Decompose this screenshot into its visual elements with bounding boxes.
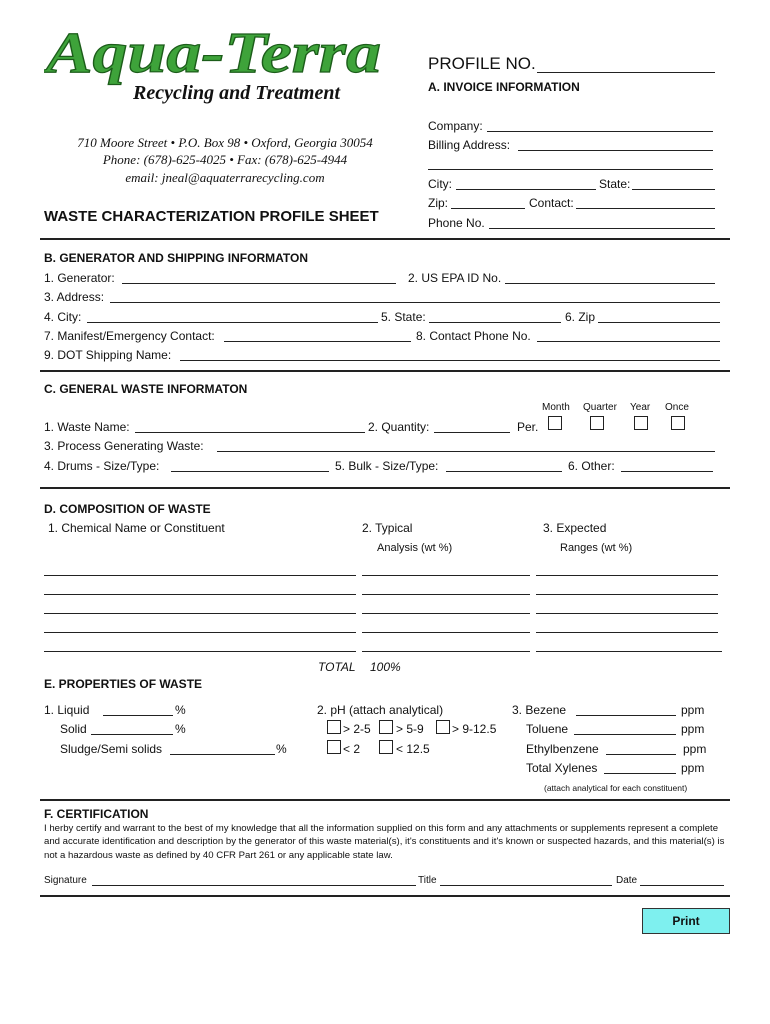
bezene-label: 3. Bezene (512, 703, 567, 717)
ph-title: 2. pH (attach analytical) (317, 703, 444, 717)
invoice-state-label: State: (599, 177, 631, 191)
xylenes-field[interactable] (604, 773, 676, 774)
composition-row-5-col-3-field[interactable] (536, 651, 722, 652)
invoice-state-field[interactable] (632, 189, 715, 190)
sludge-pct: % (276, 742, 287, 756)
ethylbenzene-field[interactable] (606, 754, 676, 755)
date-field[interactable] (640, 885, 724, 886)
title-label: Title (418, 875, 437, 886)
composition-row-1-col-1-field[interactable] (44, 575, 356, 576)
composition-col2-header: 2. Typical (362, 521, 413, 535)
solid-pct: % (175, 722, 186, 736)
ph-lt-2-checkbox[interactable] (327, 740, 341, 754)
dot-shipping-label: 9. DOT Shipping Name: (44, 348, 172, 362)
invoice-contact-field[interactable] (576, 208, 715, 209)
composition-row-4-col-1-field[interactable] (44, 632, 356, 633)
composition-row-4-col-2-field[interactable] (362, 632, 530, 633)
epa-id-label: 2. US EPA ID No. (408, 271, 502, 285)
period-quarter-label: Quarter (583, 402, 617, 413)
bezene-field[interactable] (576, 715, 676, 716)
profile-no-label: PROFILE NO. (428, 54, 536, 73)
composition-row-5-col-1-field[interactable] (44, 651, 356, 652)
invoice-zip-field[interactable] (451, 208, 525, 209)
contact-phone-field[interactable] (537, 341, 720, 342)
divider (40, 799, 730, 801)
composition-col2-subheader: Analysis (wt %) (377, 542, 453, 554)
month-checkbox[interactable] (548, 416, 562, 430)
sludge-label: Sludge/Semi solids (60, 742, 163, 756)
manifest-contact-label: 7. Manifest/Emergency Contact: (44, 329, 215, 343)
ethylbenzene-ppm: ppm (683, 742, 707, 756)
profile-no-field[interactable] (537, 72, 715, 73)
drums-field[interactable] (171, 471, 329, 472)
company-address: 710 Moore Street • P.O. Box 98 • Oxford, Georgia 30054 (77, 135, 373, 150)
composition-row-3-col-3-field[interactable] (536, 613, 718, 614)
composition-row-2-col-1-field[interactable] (44, 594, 356, 595)
bulk-field[interactable] (446, 471, 562, 472)
manifest-contact-field[interactable] (224, 341, 411, 342)
generator-state-label: 5. State: (381, 310, 426, 324)
attach-analytical-note: (attach analytical for each constituent) (544, 783, 688, 793)
per-label: Per. (517, 420, 539, 434)
waste-name-label: 1. Waste Name: (44, 420, 130, 434)
ph-lt-12-5-label: < 12.5 (396, 742, 430, 756)
solid-label: Solid (60, 722, 87, 736)
liquid-field[interactable] (103, 715, 173, 716)
invoice-billing-field[interactable] (518, 150, 713, 151)
dot-shipping-field[interactable] (180, 360, 720, 361)
bezene-ppm: ppm (681, 703, 705, 717)
ethylbenzene-label: Ethylbenzene (526, 742, 599, 756)
generator-zip-label: 6. Zip (565, 310, 596, 324)
sludge-field[interactable] (170, 754, 275, 755)
generator-zip-field[interactable] (598, 322, 720, 323)
certification-section-title: F. CERTIFICATION (44, 807, 149, 821)
invoice-phone-label: Phone No. (428, 216, 485, 230)
certification-text: I herby certify and warrant to the best of my knowledge that all the information supplied on this form and any attachments or supplements represent a complete and accurate identification and description by the generator of this waste material(s), it's constituents and it's known or suspected hazards, and this material(s) is not a hazardous waste as defined by 40 CFR Part 261 or any applicable state law. (44, 823, 725, 861)
once-checkbox[interactable] (671, 416, 685, 430)
composition-row-1-col-3-field[interactable] (536, 575, 718, 576)
composition-section-title: D. COMPOSITION OF WASTE (44, 502, 211, 516)
quantity-field[interactable] (434, 432, 510, 433)
sheet-title: WASTE CHARACTERIZATION PROFILE SHEET (44, 208, 379, 225)
logo-text: Aqua-Terra (44, 20, 381, 85)
drums-label: 4. Drums - Size/Type: (44, 459, 160, 473)
ph-lt-2-label: < 2 (343, 742, 361, 756)
divider (40, 370, 730, 372)
other-field[interactable] (621, 471, 713, 472)
generator-label: 1. Generator: (44, 271, 115, 285)
period-once-label: Once (665, 402, 689, 413)
signature-field[interactable] (92, 885, 416, 886)
toluene-ppm: ppm (681, 722, 705, 736)
divider (40, 487, 730, 489)
composition-col3-header: 3. Expected (543, 521, 607, 535)
title-field[interactable] (440, 885, 612, 886)
invoice-zip-label: Zip: (428, 196, 449, 210)
signature-label: Signature (44, 875, 87, 886)
date-label: Date (616, 875, 638, 886)
liquid-pct: % (175, 703, 186, 717)
company-phone: Phone: (678)-625-4025 • Fax: (678)-625-4944 (102, 152, 348, 167)
invoice-city-field[interactable] (456, 189, 596, 190)
composition-row-5-col-2-field[interactable] (362, 651, 530, 652)
ph-5-9-checkbox[interactable] (379, 720, 393, 734)
composition-row-2-col-3-field[interactable] (536, 594, 718, 595)
invoice-contact-label: Contact: (529, 196, 574, 210)
xylenes-ppm: ppm (681, 761, 705, 775)
solid-field[interactable] (91, 734, 173, 735)
composition-row-2-col-2-field[interactable] (362, 594, 530, 595)
year-checkbox[interactable] (634, 416, 648, 430)
ph-2-5-checkbox[interactable] (327, 720, 341, 734)
ph-5-9-label: > 5-9 (396, 722, 424, 736)
epa-id-field[interactable] (505, 283, 715, 284)
toluene-field[interactable] (574, 734, 676, 735)
ph-lt-12-5-checkbox[interactable] (379, 740, 393, 754)
generator-section-title: B. GENERATOR AND SHIPPING INFORMATON (44, 251, 309, 265)
print-button[interactable]: Print (642, 908, 730, 934)
composition-col1-header: 1. Chemical Name or Constituent (48, 521, 225, 535)
ph-9-12-checkbox[interactable] (436, 720, 450, 734)
composition-row-4-col-3-field[interactable] (536, 632, 718, 633)
invoice-company-field[interactable] (487, 131, 713, 132)
invoice-city-label: City: (428, 177, 452, 191)
total-value: 100% (370, 660, 401, 674)
company-email: email: jneal@aquaterrarecycling.com (125, 170, 325, 185)
ph-2-5-label: > 2-5 (343, 722, 371, 736)
general-section-title: C. GENERAL WASTE INFORMATON (44, 382, 248, 396)
invoice-phone-field[interactable] (489, 228, 715, 229)
composition-col3-subheader: Ranges (wt %) (560, 542, 633, 554)
invoice-section-title: A. INVOICE INFORMATION (428, 80, 580, 94)
xylenes-label: Total Xylenes (526, 761, 598, 775)
generator-address-label: 3. Address: (44, 290, 105, 304)
properties-section-title: E. PROPERTIES OF WASTE (44, 677, 203, 691)
generator-state-field[interactable] (429, 322, 561, 323)
quantity-label: 2. Quantity: (368, 420, 430, 434)
invoice-billing-field-2[interactable] (428, 169, 713, 170)
process-field[interactable] (217, 451, 715, 452)
composition-row-1-col-2-field[interactable] (362, 575, 530, 576)
invoice-company-label: Company: (428, 119, 483, 133)
composition-row-3-col-2-field[interactable] (362, 613, 530, 614)
divider (40, 895, 730, 897)
contact-phone-label: 8. Contact Phone No. (416, 329, 531, 343)
waste-name-field[interactable] (135, 432, 365, 433)
generator-address-field[interactable] (110, 302, 720, 303)
invoice-billing-label: Billing Address: (428, 138, 511, 152)
generator-city-label: 4. City: (44, 310, 82, 324)
toluene-label: Toluene (526, 722, 569, 736)
generator-city-field[interactable] (87, 322, 378, 323)
generator-field[interactable] (122, 283, 396, 284)
divider (40, 238, 730, 240)
other-label: 6. Other: (568, 459, 615, 473)
quarter-checkbox[interactable] (590, 416, 604, 430)
bulk-label: 5. Bulk - Size/Type: (335, 459, 439, 473)
logo-subtitle: Recycling and Treatment (133, 82, 341, 104)
composition-row-3-col-1-field[interactable] (44, 613, 356, 614)
total-label: TOTAL (318, 660, 356, 674)
period-year-label: Year (630, 402, 651, 413)
process-label: 3. Process Generating Waste: (44, 439, 204, 453)
ph-9-12-label: > 9-12.5 (452, 722, 497, 736)
liquid-label: 1. Liquid (44, 703, 90, 717)
period-month-label: Month (542, 402, 570, 413)
